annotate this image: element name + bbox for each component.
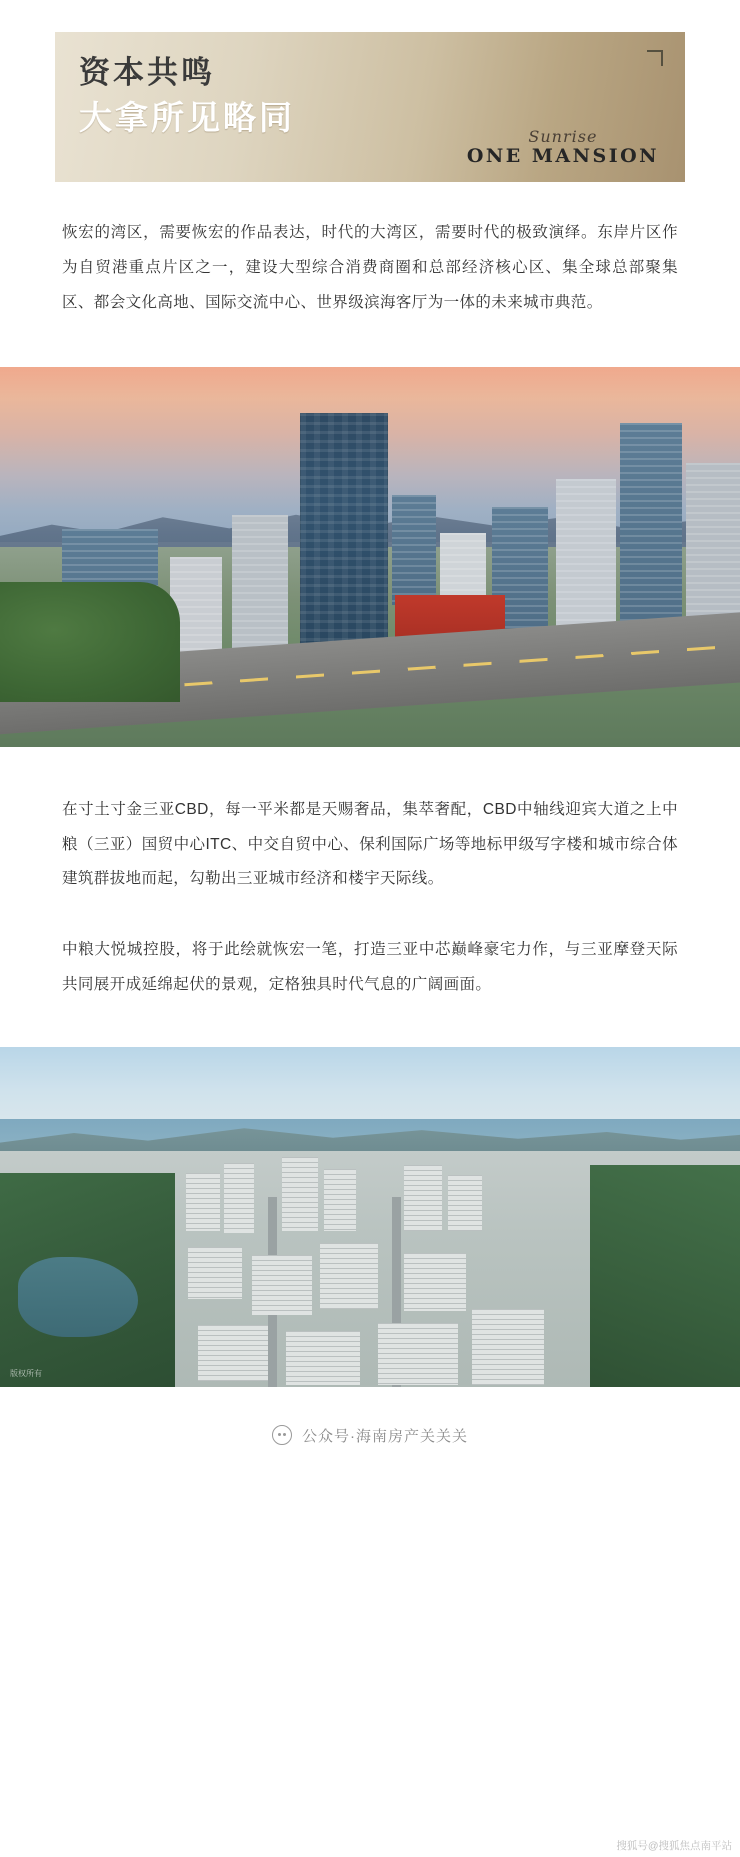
source-watermark: 搜狐号@搜狐焦点南平站 bbox=[616, 1840, 732, 1852]
photo2-watermark: 版权所有 bbox=[10, 1369, 42, 1378]
header-banner bbox=[55, 32, 685, 182]
photo2-building bbox=[282, 1157, 318, 1231]
logo-script-text: Sunrise bbox=[528, 127, 598, 146]
banner-title-line1: 资本共鸣 bbox=[79, 55, 215, 91]
paragraph-3: 中粮大悦城控股，将于此绘就恢宏一笔，打造三亚中芯巅峰豪宅力作，与三亚摩登天际共同展开成延绵起伏的景观，定格独具时代气息的广阔画面。 bbox=[62, 941, 678, 994]
photo2-building bbox=[448, 1175, 482, 1231]
photo2-building bbox=[378, 1323, 458, 1385]
photo-cbd-skyline bbox=[0, 367, 740, 747]
footer-text: 公众号·海南房产关关关 bbox=[302, 1427, 468, 1445]
photo2-building bbox=[186, 1173, 220, 1231]
paragraph-2: 在寸土寸金三亚CBD，每一平米都是天赐奢品，集萃奢配，CBD中轴线迎宾大道之上中粮（三亚）国贸中心ITC、中交自贸中心、保利国际广场等地标甲级写字楼和城市综合体建筑群拔地而起，勾勒出三亚城市经济和楼宇天际线。 bbox=[62, 800, 678, 888]
footer-account-line bbox=[0, 1405, 740, 1465]
photo2-building bbox=[224, 1163, 254, 1233]
photo-coastal-aerial bbox=[0, 1047, 740, 1387]
photo2-building bbox=[404, 1253, 466, 1311]
logo-main-text: ONE MANSION bbox=[466, 145, 659, 167]
photo2-building bbox=[252, 1255, 312, 1315]
photo2-building bbox=[286, 1331, 360, 1385]
photo1-main-tower bbox=[300, 413, 388, 663]
wechat-icon bbox=[272, 1425, 292, 1445]
paragraph-1: 恢宏的湾区，需要恢宏的作品表达，时代的大湾区，需要时代的极致演绎。东岸片区作为自贸港重点片区之一，建设大型综合消费商圈和总部经济核心区、集全球总部聚集区、都会文化高地、国际交流中心、世界级滨海客厅为一体的未来城市典范。 bbox=[62, 224, 678, 311]
photo2-green-right bbox=[590, 1165, 740, 1387]
brand-logo bbox=[467, 129, 659, 166]
photo2-building bbox=[198, 1325, 268, 1381]
photo2-building bbox=[188, 1247, 242, 1299]
photo2-building bbox=[404, 1165, 442, 1231]
banner-title-line2: 大拿所见略同 bbox=[79, 97, 295, 137]
photo1-greenery bbox=[0, 582, 180, 702]
photo1-building bbox=[392, 495, 436, 605]
photo2-building bbox=[472, 1309, 544, 1385]
photo2-building bbox=[320, 1243, 378, 1309]
photo2-building bbox=[324, 1169, 356, 1231]
corner-bracket-icon bbox=[647, 50, 663, 66]
